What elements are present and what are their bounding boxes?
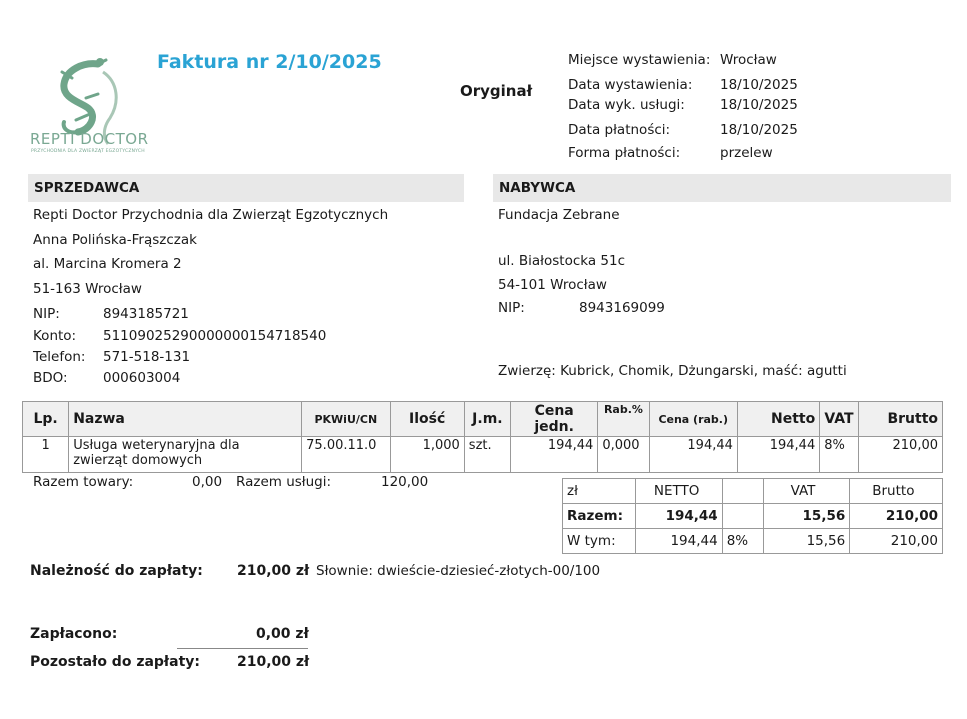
- buyer-nip-label: NIP:: [498, 300, 525, 316]
- vat-summary-table: [562, 478, 943, 554]
- seller-account: 51109025290000000154718540: [103, 328, 327, 344]
- meta-value-issue-date: 18/10/2025: [720, 77, 798, 93]
- summary-currency: zł: [563, 479, 636, 504]
- goods-total-value: 0,00: [192, 474, 223, 490]
- seller-bdo-label: BDO:: [33, 370, 68, 386]
- col-unit: J.m.: [464, 402, 510, 437]
- items-table: [22, 401, 943, 473]
- col-vat: VAT: [820, 402, 858, 437]
- seller-account-label: Konto:: [33, 328, 77, 344]
- goods-total-label: Razem towary:: [33, 474, 134, 490]
- seller-phone-label: Telefon:: [33, 349, 86, 365]
- col-net: Netto: [737, 402, 819, 437]
- col-price: Cena jedn.: [510, 402, 597, 437]
- summary-total-label: Razem:: [563, 504, 636, 529]
- meta-label-payment-date: Data płatności:: [568, 122, 671, 138]
- buyer-nip: 8943169099: [579, 300, 665, 316]
- summary-incl-net: 194,44: [635, 529, 722, 554]
- buyer-name: Fundacja Zebrane: [498, 207, 620, 223]
- seller-city: 51-163 Wrocław: [33, 281, 142, 297]
- row-discount: 0,000: [598, 437, 649, 473]
- col-discount: Rab.%: [598, 402, 649, 437]
- amount-in-words: Słownie: dwieście-dziesieć-złotych-00/100: [316, 563, 601, 579]
- row-vat: 8%: [820, 437, 858, 473]
- row-qty: 1,000: [390, 437, 464, 473]
- row-price: 194,44: [510, 437, 597, 473]
- paid-divider: [177, 648, 308, 649]
- meta-label-service-date: Data wyk. usługi:: [568, 97, 685, 113]
- col-lp: Lp.: [23, 402, 69, 437]
- summary-vat-header: VAT: [763, 479, 850, 504]
- summary-header-row: [563, 479, 943, 504]
- seller-name: Repti Doctor Przychodnia dla Zwierząt Egzotycznych: [33, 207, 389, 223]
- summary-incl-vat: 15,56: [763, 529, 850, 554]
- summary-incl-row: [563, 529, 943, 554]
- col-gross: Brutto: [858, 402, 942, 437]
- seller-heading: SPRZEDAWCA: [28, 174, 464, 202]
- seller-person: Anna Polińska-Frąszczak: [33, 232, 197, 248]
- row-name: Usługa weterynaryjna dla zwierząt domowych: [69, 437, 302, 473]
- services-total-label: Razem usługi:: [236, 474, 332, 490]
- meta-value-payment-method: przelew: [720, 145, 773, 161]
- seller-nip: 8943185721: [103, 306, 189, 322]
- row-price-disc: 194,44: [649, 437, 737, 473]
- paid-label: Zapłacono:: [30, 626, 118, 642]
- summary-total-vat: 15,56: [763, 504, 850, 529]
- meta-label-payment-method: Forma płatności:: [568, 145, 681, 161]
- buyer-city: 54-101 Wrocław: [498, 277, 607, 293]
- summary-net-header: NETTO: [635, 479, 722, 504]
- buyer-note: Zwierzę: Kubrick, Chomik, Dżungarski, maść: agutti: [498, 363, 847, 379]
- items-header-row: [23, 402, 943, 437]
- row-net: 194,44: [737, 437, 819, 473]
- summary-total-gross: 210,00: [850, 504, 943, 529]
- seller-nip-label: NIP:: [33, 306, 60, 322]
- invoice-title: Faktura nr 2/10/2025: [157, 51, 382, 73]
- remaining-label: Pozostało do zapłaty:: [30, 654, 200, 670]
- summary-incl-gross: 210,00: [850, 529, 943, 554]
- summary-incl-label: W tym:: [563, 529, 636, 554]
- seller-bdo: 000603004: [103, 370, 181, 386]
- original-label: Oryginał: [460, 82, 533, 100]
- logo-tagline: PRZYCHODNIA DLA ZWIERZĄT EGZOTYCZNYCH: [31, 149, 145, 154]
- amount-due-value: 210,00 zł: [237, 563, 310, 579]
- col-name: Nazwa: [69, 402, 302, 437]
- summary-total-row: [563, 504, 943, 529]
- meta-value-service-date: 18/10/2025: [720, 97, 798, 113]
- summary-incl-rate: 8%: [722, 529, 763, 554]
- seller-phone: 571-518-131: [103, 349, 191, 365]
- col-qty: Ilość: [390, 402, 464, 437]
- services-total-value: 120,00: [381, 474, 429, 490]
- seller-street: al. Marcina Kromera 2: [33, 256, 182, 272]
- summary-empty: [722, 479, 763, 504]
- meta-label-issue-date: Data wystawienia:: [568, 77, 693, 93]
- remaining-value: 210,00 zł: [237, 654, 310, 670]
- row-gross: 210,00: [858, 437, 942, 473]
- row-pkwiu: 75.00.11.0: [302, 437, 390, 473]
- summary-total-empty: [722, 504, 763, 529]
- meta-value-payment-date: 18/10/2025: [720, 122, 798, 138]
- table-row: [23, 437, 943, 473]
- logo-name: REPTI DOCTOR: [30, 130, 149, 148]
- buyer-heading: NABYWCA: [493, 174, 951, 202]
- summary-total-net: 194,44: [635, 504, 722, 529]
- col-price-disc: Cena (rab.): [649, 402, 737, 437]
- paid-value: 0,00 zł: [256, 626, 309, 642]
- row-unit: szt.: [464, 437, 510, 473]
- summary-gross-header: Brutto: [850, 479, 943, 504]
- meta-label-place: Miejsce wystawienia:: [568, 52, 711, 68]
- row-lp: 1: [23, 437, 69, 473]
- col-pkwiu: PKWiU/CN: [302, 402, 390, 437]
- amount-due-label: Należność do zapłaty:: [30, 563, 203, 579]
- buyer-street: ul. Białostocka 51c: [498, 253, 626, 269]
- meta-value-place: Wrocław: [720, 52, 777, 68]
